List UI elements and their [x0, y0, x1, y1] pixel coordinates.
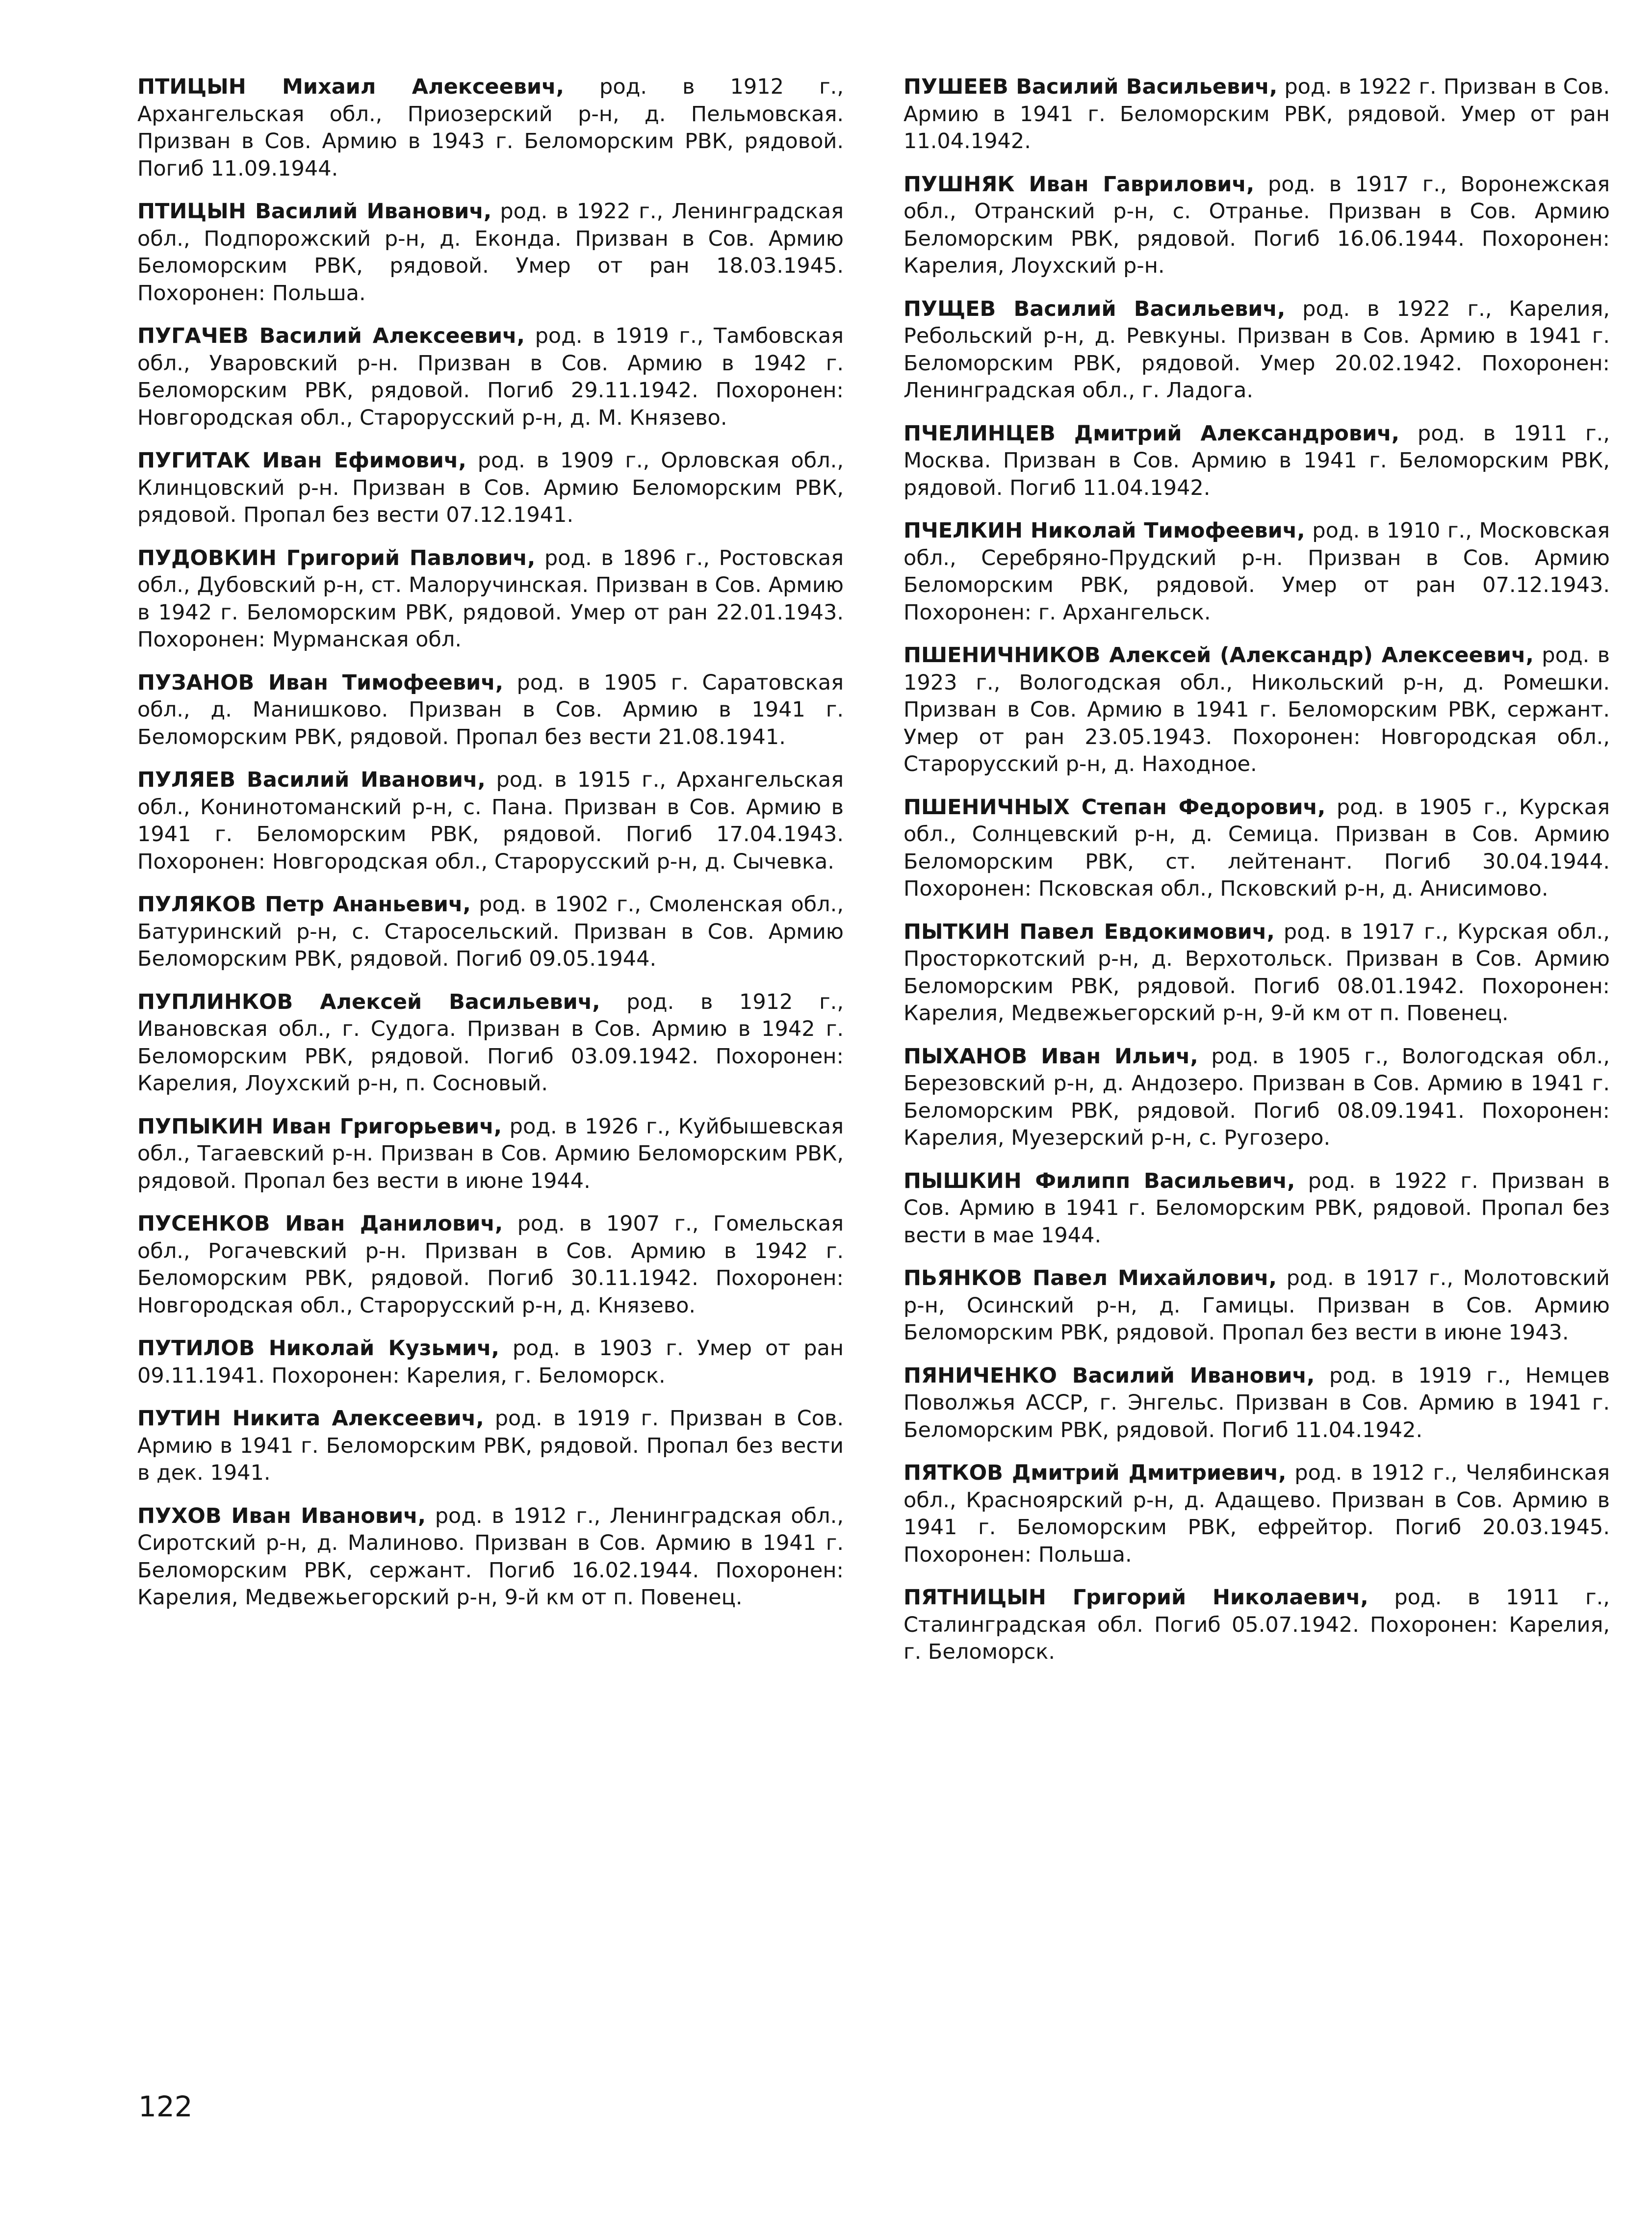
entry — [903, 1460, 1610, 1569]
entry-name: ПЫШКИН Филипп Васильевич, — [903, 1168, 1295, 1193]
entry — [903, 296, 1610, 405]
entry-name: ПУГИТАК Иван Ефимович, — [137, 448, 466, 473]
right-column — [903, 74, 1610, 1682]
entry-text: род. в 1922 г. Призван в Сов. Армию в 1941 г. Беломорским РВК, рядовой. Умер от ран 11.04.1942. — [903, 75, 1610, 154]
entry-text: род. в 1911 г., Сталинградская обл. Погиб 05.07.1942. Похоронен: Карелия, г. Беломорск. — [903, 1585, 1610, 1664]
entry-text: род. в 1905 г., Курская обл., Солнцевский р-н, д. Семица. Призван в Сов. Армию Беломорским РВК, ст. лейтенант. Погиб 30.04.1944. Похоронен: Псковская обл., Псковский р-н, д. Анисимово. — [903, 795, 1610, 901]
entry-name: ПЯНИЧЕНКО Василий Иванович, — [903, 1363, 1315, 1388]
entry — [903, 74, 1610, 155]
entry-name: ПЯТНИЦЫН Григорий Николаевич, — [903, 1585, 1368, 1610]
entry-name: ПЫХАНОВ Иван Ильич, — [903, 1044, 1198, 1069]
entry-text: род. в 1907 г., Гомельская обл., Рогачевский р-н. Призван в Сов. Армию в 1942 г. Беломорским РВК, рядовой. Погиб 30.11.1942. Похоронен: Новгородская обл., Старорусский р-н, д. Князево. — [137, 1211, 844, 1318]
entry-name: ПШЕНИЧНИКОВ Алексей (Александр) Алексеевич, — [903, 643, 1534, 668]
entry-text: род. в 1922 г., Ленинградская обл., Подпорожский р-н, д. Еконда. Призван в Сов. Армию Беломорским РВК, рядовой. Умер от ран 18.03.1945. Похоронен: Польша. — [137, 199, 844, 306]
entry — [137, 1503, 844, 1612]
entry — [903, 794, 1610, 903]
entry-text: род. в 1917 г., Курская обл., Просторкотский р-н, д. Верхотольск. Призван в Сов. Армию Беломорским РВК, рядовой. Погиб 08.01.1942. Похоронен: Карелия, Медвежьегорский р-н, 9-й км от п. Повенец. — [903, 919, 1610, 1026]
entry-name: ПЯТКОВ Дмитрий Дмитриевич, — [903, 1461, 1287, 1485]
entry-text: род. в 1911 г., Москва. Призван в Сов. Армию в 1941 г. Беломорским РВК, рядовой. Погиб 11.04.1942. — [903, 421, 1610, 500]
entry-text: род. в 1922 г., Карелия, Ребольский р-н, д. Ревкуны. Призван в Сов. Армию в 1941 г. Беломорским РВК, рядовой. Умер 20.02.1942. Похоронен: Ленинградская обл., г. Ладога. — [903, 296, 1610, 403]
entry-name: ПУЩЕВ Василий Васильевич, — [903, 296, 1286, 321]
entry-name: ПУПЫКИН Иван Григорьевич, — [137, 1114, 502, 1139]
entry-name: ПУЛЯКОВ Петр Ананьевич, — [137, 892, 471, 917]
entry — [137, 989, 844, 1098]
entry-text: род. в 1922 г. Призван в Сов. Армию в 1941 г. Беломорским РВК, рядовой. Пропал без вести в мае 1944. — [903, 1168, 1610, 1248]
entry-name: ПУГАЧЕВ Василий Алексеевич, — [137, 324, 525, 348]
entry — [137, 447, 844, 529]
entry-name: ПУТИН Никита Алексеевич, — [137, 1406, 484, 1431]
entry-name: ПЧЕЛКИН Николай Тимофеевич, — [903, 518, 1305, 543]
entry-name: ПУТИЛОВ Николай Кузьмич, — [137, 1336, 499, 1361]
entry-text: род. в 1903 г. Умер от ран 09.11.1941. Похоронен: Карелия, г. Беломорск. — [137, 1336, 844, 1388]
entry-name: ПУШНЯК Иван Гаврилович, — [903, 172, 1255, 197]
entry-text: род. в 1919 г., Тамбовская обл., Уваровский р-н. Призван в Сов. Армию в 1942 г. Беломорским РВК, рядовой. Погиб 29.11.1942. Похоронен: Новгородская обл., Старорусский р-н, д. М. Князево. — [137, 324, 844, 430]
entry-name: ПУПЛИНКОВ Алексей Васильевич, — [137, 989, 600, 1014]
page-number: 122 — [138, 2090, 193, 2123]
entry-text: род. в 1919 г., Немцев Поволжья АССР, г. Энгельс. Призван в Сов. Армию в 1941 г. Беломорским РВК, рядовой. Погиб 11.04.1942. — [903, 1363, 1610, 1442]
entry-name: ПУЛЯЕВ Василий Иванович, — [137, 768, 486, 792]
entry — [903, 1168, 1610, 1250]
entry-name: ПШЕНИЧНЫХ Степан Федорович, — [903, 795, 1326, 820]
entry-name: ПЬЯНКОВ Павел Михайлович, — [903, 1266, 1277, 1290]
entry-text: род. в 1905 г., Вологодская обл., Березовский р-н, д. Андозеро. Призван в Сов. Армию в 1941 г. Беломорским РВК, рядовой. Погиб 08.09.1941. Похоронен: Карелия, Муезерский р-н, с. Ругозеро. — [903, 1044, 1610, 1150]
entry — [137, 1113, 844, 1195]
entry-text: род. в 1923 г., Вологодская обл., Никольский р-н, д. Ромешки. Призван в Сов. Армию в 1941 г. Беломорским РВК, сержант. Умер от ран 23.05.1943. Похоронен: Новгородская обл., Старорусский р-н, д. Находное. — [903, 643, 1610, 776]
entry-text: род. в 1912 г., Ленинградская обл., Сиротский р-н, д. Малиново. Призван в Сов. Армию в 1941 г. Беломорским РВК, сержант. Погиб 16.02.1944. Похоронен: Карелия, Медвежьегорский р-н, 9-й км от п. Повенец. — [137, 1503, 844, 1610]
entry — [137, 545, 844, 654]
entry — [903, 1265, 1610, 1347]
entry-name: ПЫТКИН Павел Евдокимович, — [903, 919, 1275, 944]
entry-text: род. в 1912 г., Ивановская обл., г. Судога. Призван в Сов. Армию в 1942 г. Беломорским РВК, рядовой. Погиб 03.09.1942. Похоронен: Карелия, Лоухский р-н, п. Сосновый. — [137, 989, 844, 1096]
entry — [137, 891, 844, 973]
entry-text: род. в 1919 г. Призван в Сов. Армию в 1941 г. Беломорским РВК, рядовой. Пропал без вести в дек. 1941. — [137, 1406, 844, 1485]
entry-text: род. в 1917 г., Воронежская обл., Отранский р-н, с. Отранье. Призван в Сов. Армию Беломорским РВК, рядовой. Погиб 16.06.1944. Похоронен: Карелия, Лоухский р-н. — [903, 172, 1610, 278]
entry-name: ПУДОВКИН Григорий Павлович, — [137, 545, 536, 570]
entry-name: ПЧЕЛИНЦЕВ Дмитрий Александрович, — [903, 421, 1400, 446]
entry — [903, 642, 1610, 778]
entry — [137, 74, 844, 182]
entry-text: род. в 1917 г., Молотовский р-н, Осинский р-н, д. Гамицы. Призван в Сов. Армию Беломорским РВК, рядовой. Пропал без вести в июне 1943. — [903, 1266, 1610, 1345]
entry-text: род. в 1912 г., Челябинская обл., Красноярский р-н, д. Адащево. Призван в Сов. Армию в 1941 г. Беломорским РВК, ефрейтор. Погиб 20.03.1945. Похоронен: Польша. — [903, 1461, 1610, 1567]
entry-text: род. в 1915 г., Архангельская обл., Конинотоманский р-н, с. Пана. Призван в Сов. Армию в 1941 г. Беломорским РВК, рядовой. Погиб 17.04.1943. Похоронен: Новгородская обл., Старорусский р-н, д. Сычевка. — [137, 768, 844, 874]
entry-text: род. в 1905 г. Саратовская обл., д. Манишково. Призван в Сов. Армию в 1941 г. Беломорским РВК, рядовой. Пропал без вести 21.08.1941. — [137, 670, 844, 749]
entry — [137, 669, 844, 751]
entry-text: род. в 1926 г., Куйбышевская обл., Тагаевский р-н. Призван в Сов. Армию Беломорским РВК, рядовой. Пропал без вести в июне 1944. — [137, 1114, 844, 1193]
entry-name: ПТИЦЫН Михаил Алексеевич, — [137, 75, 564, 99]
entry — [137, 1335, 844, 1390]
entry — [903, 919, 1610, 1028]
entry — [137, 1405, 844, 1487]
entry — [903, 1584, 1610, 1666]
entry-text: род. в 1909 г., Орловская обл., Клинцовский р-н. Призван в Сов. Армию Беломорским РВК, рядовой. Пропал без вести 07.12.1941. — [137, 448, 844, 527]
entry-name: ПУЗАНОВ Иван Тимофеевич, — [137, 670, 504, 695]
entry — [903, 517, 1610, 626]
left-column — [137, 74, 844, 1627]
entry-name: ПТИЦЫН Василий Иванович, — [137, 199, 492, 224]
entry-name: ПУХОВ Иван Иванович, — [137, 1503, 426, 1528]
entry-name: ПУШЕЕВ Василий Васильевич, — [903, 75, 1278, 99]
entry-text: род. в 1896 г., Ростовская обл., Дубовский р-н, ст. Малоручинская. Призван в Сов. Армию в 1942 г. Беломорским РВК, рядовой. Умер от ран 22.01.1943. Похоронен: Мурманская обл. — [137, 545, 844, 652]
entry — [137, 1210, 844, 1319]
entry-text: род. в 1910 г., Московская обл., Серебряно-Прудский р-н. Призван в Сов. Армию Беломорским РВК, рядовой. Умер от ран 07.12.1943. Похоронен: г. Архангельск. — [903, 518, 1610, 625]
entry — [903, 1363, 1610, 1444]
entry — [137, 198, 844, 307]
entry-text: род. в 1912 г., Архангельская обл., Приозерский р-н, д. Пельмовская. Призван в Сов. Армию в 1943 г. Беломорским РВК, рядовой. Погиб 11.09.1944. — [137, 75, 844, 181]
entry — [903, 1043, 1610, 1152]
entry — [903, 171, 1610, 280]
entry — [137, 767, 844, 875]
entry-text: род. в 1902 г., Смоленская обл., Батуринский р-н, с. Старосельский. Призван в Сов. Армию Беломорским РВК, рядовой. Погиб 09.05.1944. — [137, 892, 844, 971]
entry — [903, 420, 1610, 502]
entry-name: ПУСЕНКОВ Иван Данилович, — [137, 1211, 503, 1236]
entry — [137, 323, 844, 432]
